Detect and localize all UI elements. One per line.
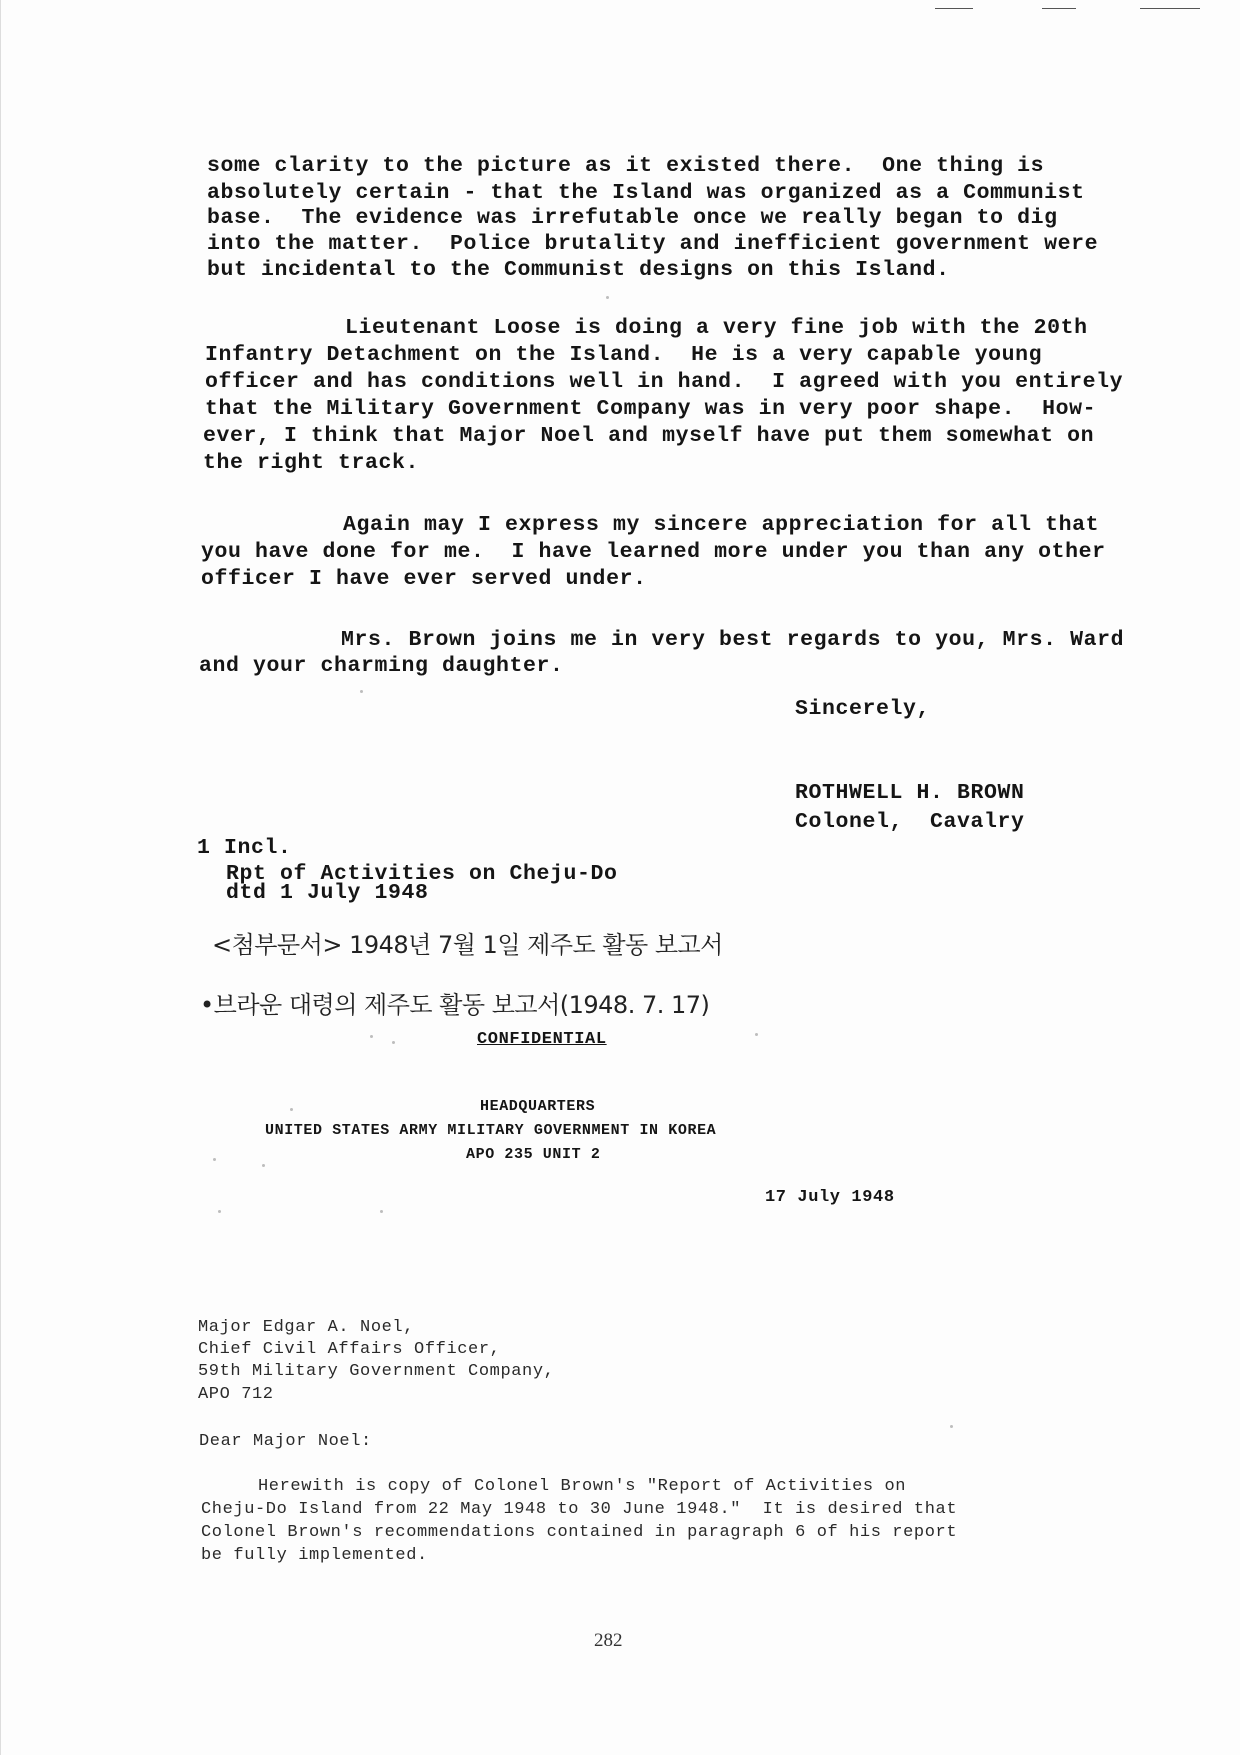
scan-speck: [606, 296, 609, 299]
scan-speck: [290, 1108, 293, 1111]
scan-speck: [392, 1041, 395, 1044]
address-line: Chief Civil Affairs Officer,: [198, 1340, 501, 1359]
scan-mark: [1042, 8, 1076, 9]
enclosure-line: Rpt of Activities on Cheju-Do: [226, 862, 618, 886]
page-number: 282: [594, 1630, 623, 1651]
letter-closing: Sincerely,: [795, 697, 931, 721]
letter-line: ever, I think that Major Noel and myself have put them somewhat on: [203, 424, 1095, 448]
letter-line: absolutely certain - that the Island was organized as a Communist: [207, 181, 1085, 205]
letter-line: that the Military Government Company was in very poor shape. How-: [205, 397, 1097, 421]
scan-speck: [218, 1210, 221, 1213]
korean-caption: <첨부문서> 1948년 7월 1일 제주도 활동 보고서: [212, 931, 723, 959]
scan-speck: [380, 1210, 383, 1213]
scan-speck: [755, 1033, 758, 1036]
letter-line: Mrs. Brown joins me in very best regards to you, Mrs. Ward: [341, 628, 1125, 652]
letter-line: you have done for me. I have learned more under you than any other: [201, 540, 1106, 564]
letter-line: some clarity to the picture as it existed there. One thing is: [207, 154, 1045, 178]
memo-date: 17 July 1948: [765, 1188, 895, 1207]
scan-mark: [1140, 8, 1200, 9]
signature-title: Colonel, Cavalry: [795, 810, 1025, 834]
letter-line: officer and has conditions well in hand. I agreed with you entirely: [205, 370, 1124, 394]
korean-caption: •브라운 대령의 제주도 활동 보고서(1948. 7. 17): [200, 991, 710, 1019]
scan-mark: [935, 8, 973, 9]
memo-body-line: Colonel Brown's recommendations contained in paragraph 6 of his report: [201, 1523, 958, 1542]
memo-header: HEADQUARTERS: [480, 1098, 596, 1115]
memo-header: APO 235 UNIT 2: [466, 1146, 601, 1163]
scan-speck: [262, 1164, 265, 1167]
address-line: 59th Military Government Company,: [198, 1362, 555, 1381]
enclosure-count: 1 Incl.: [197, 836, 292, 860]
memo-body-line: Cheju-Do Island from 22 May 1948 to 30 June 1948." It is desired that: [201, 1500, 958, 1519]
scan-speck: [360, 690, 363, 693]
letter-line: and your charming daughter.: [199, 654, 564, 678]
scan-edge: [0, 0, 1, 1755]
address-line: Major Edgar A. Noel,: [198, 1318, 415, 1337]
scan-speck: [213, 1158, 216, 1161]
signature-name: ROTHWELL H. BROWN: [795, 781, 1025, 805]
memo-header: UNITED STATES ARMY MILITARY GOVERNMENT IN KOREA: [265, 1122, 717, 1139]
memo-salutation: Dear Major Noel:: [199, 1432, 372, 1451]
letter-line: the right track.: [203, 451, 420, 475]
letter-line: Again may I express my sincere appreciation for all that: [343, 513, 1100, 537]
memo-body-line: be fully implemented.: [201, 1546, 428, 1565]
letter-line: base. The evidence was irrefutable once we really began to dig: [207, 206, 1058, 230]
memo-body-line: Herewith is copy of Colonel Brown's "Report of Activities on: [258, 1477, 907, 1496]
scan-speck: [370, 1035, 373, 1038]
classification-stamp: CONFIDENTIAL: [477, 1030, 607, 1049]
enclosure-line: dtd 1 July 1948: [226, 881, 429, 905]
letter-line: officer I have ever served under.: [201, 567, 647, 591]
letter-line: Infantry Detachment on the Island. He is a very capable young: [205, 343, 1043, 367]
address-line: APO 712: [198, 1385, 274, 1404]
scan-speck: [950, 1425, 953, 1428]
letter-line: Lieutenant Loose is doing a very fine job with the 20th: [345, 316, 1088, 340]
letter-line: into the matter. Police brutality and inefficient government were: [207, 232, 1099, 256]
letter-line: but incidental to the Communist designs on this Island.: [207, 258, 950, 282]
